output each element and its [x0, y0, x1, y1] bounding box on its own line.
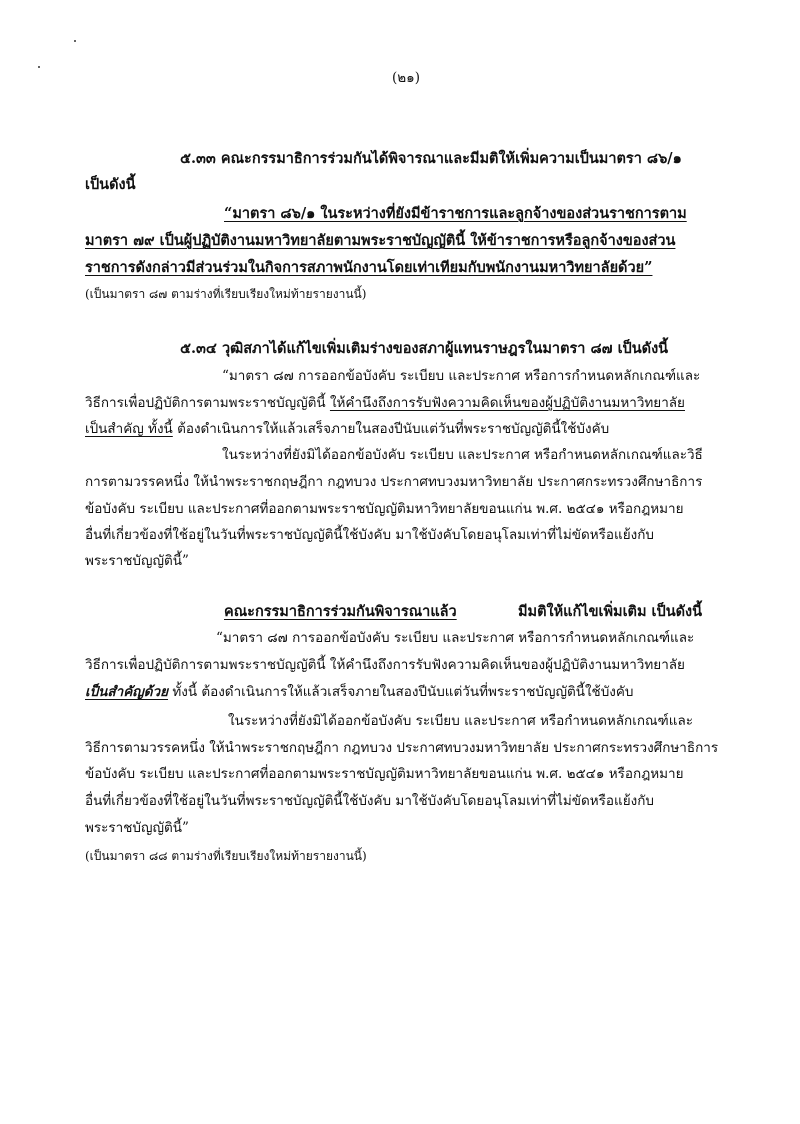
section-533-heading: ๕.๓๓ คณะกรรมาธิการร่วมกันได้พิจารณาและมีมติให้เพิ่มความเป็นมาตรา ๘๖/๑: [180, 150, 682, 167]
committee-line: วิธีการเพื่อปฏิบัติการตามพระราชบัญญัตินี้ ให้คำนึงถึงการรับฟังความคิดเห็นของผู้ปฏิบัติงานมหาวิทยาลัย: [85, 657, 685, 673]
section-534-para2-line: อื่นที่เกี่ยวข้องที่ใช้อยู่ในวันที่พระราชบัญญัตินี้ใช้บังคับ มาใช้บังคับโดยอนุโลมเท่าที่ไม่ขัดหรือแย้งกับ: [85, 527, 654, 543]
section-533-note: (เป็นมาตรา ๘๗ ตามร่างที่เรียบเรียงใหม่ท้ายรายงานนี้): [85, 287, 367, 301]
committee-para2-line: อื่นที่เกี่ยวข้องที่ใช้อยู่ในวันที่พระราชบัญญัตินี้ใช้บังคับ มาใช้บังคับโดยอนุโลมเท่าที่ไม่ขัดหรือแย้งกับ: [85, 793, 654, 809]
committee-note: (เป็นมาตรา ๘๘ ตามร่างที่เรียบเรียงใหม่ท้ายรายงานนี้): [85, 849, 367, 863]
section-533-quote-line: ราชการดังกล่าวมีส่วนร่วมในกิจการสภาพนักงานโดยเท่าเทียมกับพนักงานมหาวิทยาลัยด้วย”: [85, 259, 653, 276]
committee-para2-line: วิธีการตามวรรคหนึ่ง ให้นำพระราชกฤษฎีกา กฎทบวง ประกาศทบวงมหาวิทยาลัย ประกาศกระทรวงศึกษาธิการ: [85, 740, 719, 756]
section-534-para2-line: การตามวรรคหนึ่ง ให้นำพระราชกฤษฎีกา กฎทบวง ประกาศทบวงมหาวิทยาลัย ประกาศกระทรวงศึกษาธิการ: [85, 474, 703, 490]
committee-para2-line: ในระหว่างที่ยังมิได้ออกข้อบังคับ ระเบียบ และประกาศ หรือกำหนดหลักเกณฑ์และ: [228, 713, 693, 729]
scan-speck: [74, 40, 76, 42]
committee-emphasis-text: เป็นสำคัญด้วย: [85, 684, 169, 700]
section-533-quote-line: “มาตรา ๘๖/๑ ในระหว่างที่ยังมีข้าราชการและลูกจ้างของส่วนราชการตาม: [224, 205, 687, 222]
committee-heading-left: คณะกรรมาธิการร่วมกันพิจารณาแล้ว: [224, 603, 457, 620]
scan-speck: [38, 66, 40, 68]
committee-text: ทั้งนี้ ต้องดำเนินการให้แล้วเสร็จภายในสองปีนับแต่วันที่พระราชบัญญัตินี้ใช้บังคับ: [168, 684, 634, 700]
committee-line: [85, 682, 633, 702]
section-534-heading: ๕.๓๔ วุฒิสภาได้แก้ไขเพิ่มเติมร่างของสภาผู้แทนราษฎรในมาตรา ๘๗ เป็นดังนี้: [180, 340, 669, 357]
committee-para2-line: พระราชบัญญัตินี้”: [85, 820, 189, 836]
section-534-para2-line: ข้อบังคับ ระเบียบ และประกาศที่ออกตามพระราชบัญญัติมหาวิทยาลัยขอนแก่น พ.ศ. ๒๕๔๑ หรือกฎหมาย: [85, 501, 684, 517]
section-534-underlined-text: เป็นสำคัญ ทั้งนี้: [85, 421, 173, 437]
section-534-line: “มาตรา ๘๗ การออกข้อบังคับ ระเบียบ และประกาศ หรือการกำหนดหลักเกณฑ์และ: [222, 368, 701, 384]
committee-line: “มาตรา ๘๗ การออกข้อบังคับ ระเบียบ และประกาศ หรือการกำหนดหลักเกณฑ์และ: [216, 630, 695, 646]
section-534-para2-line: ในระหว่างที่ยังมิได้ออกข้อบังคับ ระเบียบ และประกาศ หรือกำหนดหลักเกณฑ์และวิธี: [222, 447, 703, 463]
committee-heading-right: มีมติให้แก้ไขเพิ่มเติม เป็นดังนี้: [518, 603, 703, 620]
section-534-text: วิธีการเพื่อปฏิบัติการตามพระราชบัญญัตินี้: [85, 395, 330, 411]
page-number: (๒๑): [392, 70, 421, 86]
section-534-para2-line: พระราชบัญญัตินี้”: [85, 553, 189, 569]
section-533-quote-line: มาตรา ๗๙ เป็นผู้ปฏิบัติงานมหาวิทยาลัยตามพระราชบัญญัตินี้ ให้ข้าราชการหรือลูกจ้างของส่วน: [85, 232, 676, 249]
section-534-underlined-text: ให้คำนึงถึงการรับฟังความคิดเห็นของผู้ปฏิบัติงานมหาวิทยาลัย: [329, 395, 685, 411]
section-533-heading-cont: เป็นดังนี้: [85, 176, 136, 193]
section-534-line: [85, 419, 609, 439]
section-534-text: ต้องดำเนินการให้แล้วเสร็จภายในสองปีนับแต่วันที่พระราชบัญญัตินี้ใช้บังคับ: [172, 421, 610, 437]
committee-para2-line: ข้อบังคับ ระเบียบ และประกาศที่ออกตามพระราชบัญญัติมหาวิทยาลัยขอนแก่น พ.ศ. ๒๕๔๑ หรือกฎหมาย: [85, 766, 684, 782]
section-534-line: [85, 393, 685, 413]
